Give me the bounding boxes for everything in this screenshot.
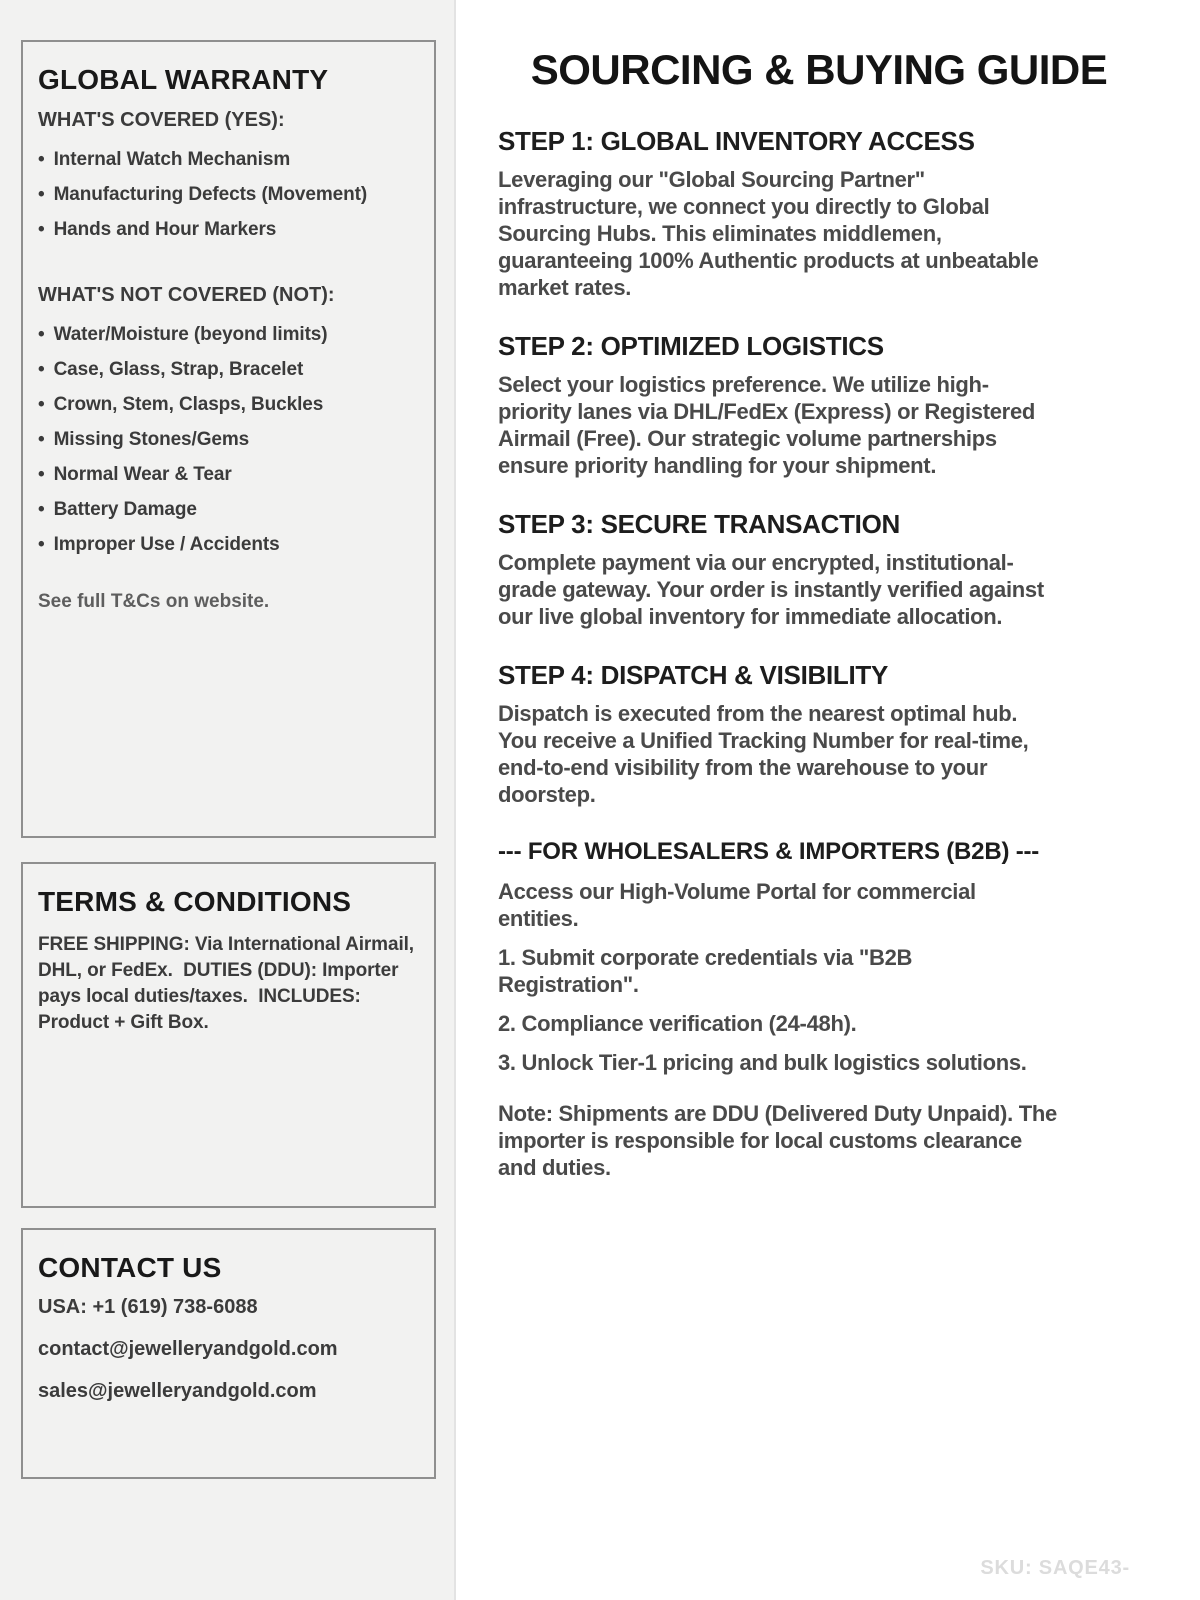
bullet-icon: • xyxy=(38,184,45,205)
terms-title: TERMS & CONDITIONS xyxy=(38,886,352,917)
contact-email-primary: contact@jewelleryandgold.com xyxy=(38,1338,338,1360)
step-4-section xyxy=(498,660,1140,808)
step-4-body: Dispatch is executed from the nearest optimal hub. You receive a Unified Tracking Number for real-time, end-to-end visibility from the warehouse to your doorstep. xyxy=(498,701,1029,808)
step-1-section xyxy=(498,126,1140,301)
list-item-text: Improper Use / Accidents xyxy=(53,534,280,555)
step-1-body: Leveraging our "Global Sourcing Partner" infrastructure, we connect you directly to Global Sourcing Hubs. This eliminates middlemen, guaranteeing 100% Authentic products at unbeatable market rates. xyxy=(498,167,1039,301)
step-2-body: Select your logistics preference. We utilize high-priority lanes via DHL/FedEx (Express) or Registered Airmail (Free). Our strategic volume partnerships ensure priority handling for your shipment. xyxy=(498,372,1036,479)
b2b-intro: Access our High-Volume Portal for commercial entities. xyxy=(498,879,976,932)
warranty-footnote: See full T&Cs on website. xyxy=(38,591,270,612)
list-item xyxy=(38,534,419,555)
b2b-section xyxy=(498,838,1140,1181)
step-1-heading: STEP 1: GLOBAL INVENTORY ACCESS xyxy=(498,126,975,157)
list-item xyxy=(38,324,419,345)
covered-heading: WHAT'S COVERED (YES): xyxy=(38,109,285,131)
bullet-icon: • xyxy=(38,429,45,450)
list-item xyxy=(38,149,419,170)
not-covered-heading: WHAT'S NOT COVERED (NOT): xyxy=(38,284,335,306)
contact-phone: USA: +1 (619) 738-6088 xyxy=(38,1296,258,1318)
page-title: SOURCING & BUYING GUIDE xyxy=(530,46,1108,93)
list-item xyxy=(38,219,419,240)
bullet-icon: • xyxy=(38,464,45,485)
list-item-text: Battery Damage xyxy=(53,499,197,520)
bullet-icon: • xyxy=(38,394,45,415)
list-item-text: Water/Moisture (beyond limits) xyxy=(53,324,328,345)
list-item-text: Hands and Hour Markers xyxy=(53,219,277,240)
list-item-text: Missing Stones/Gems xyxy=(53,429,250,450)
terms-body: FREE SHIPPING: Via International Airmail, DHL, or FedEx. DUTIES (DDU): Importer pays local duties/taxes. INCLUDES: Product + Gift Box. xyxy=(38,934,420,1033)
covered-list xyxy=(38,149,419,240)
not-covered-list xyxy=(38,324,419,555)
sku-label: SKU: SAQE43- xyxy=(980,1557,1130,1579)
contact-email-sales: sales@jewelleryandgold.com xyxy=(38,1380,317,1402)
bullet-icon: • xyxy=(38,534,45,555)
bullet-icon: • xyxy=(38,219,45,240)
bullet-icon: • xyxy=(38,324,45,345)
list-item xyxy=(38,499,419,520)
list-item xyxy=(38,429,419,450)
b2b-step-2: 2. Compliance verification (24-48h). xyxy=(498,1011,857,1037)
list-item-text: Case, Glass, Strap, Bracelet xyxy=(53,359,304,380)
step-3-section xyxy=(498,509,1140,630)
list-item-text: Internal Watch Mechanism xyxy=(53,149,291,170)
step-3-body: Complete payment via our encrypted, institutional-grade gateway. Your order is instantly verified against our live global inventory for immediate allocation. xyxy=(498,550,1044,630)
step-2-heading: STEP 2: OPTIMIZED LOGISTICS xyxy=(498,331,884,362)
list-item-text: Manufacturing Defects (Movement) xyxy=(53,184,368,205)
bullet-icon: • xyxy=(38,499,45,520)
step-4-heading: STEP 4: DISPATCH & VISIBILITY xyxy=(498,660,889,691)
list-item xyxy=(38,184,419,205)
contact-panel xyxy=(21,1228,436,1479)
warranty-title: GLOBAL WARRANTY xyxy=(38,64,329,95)
step-3-heading: STEP 3: SECURE TRANSACTION xyxy=(498,509,900,540)
step-2-section xyxy=(498,331,1140,479)
list-item xyxy=(38,464,419,485)
b2b-step-3: 3. Unlock Tier-1 pricing and bulk logistics solutions. xyxy=(498,1050,1027,1076)
main-content xyxy=(456,0,1200,1600)
contact-title: CONTACT US xyxy=(38,1252,222,1283)
bullet-icon: • xyxy=(38,149,45,170)
b2b-step-1: 1. Submit corporate credentials via "B2B Registration". xyxy=(498,945,913,998)
terms-panel xyxy=(21,862,436,1208)
b2b-heading: --- FOR WHOLESALERS & IMPORTERS (B2B) --- xyxy=(498,838,1040,866)
b2b-note: Note: Shipments are DDU (Delivered Duty Unpaid). The importer is responsible for local customs clearance and duties. xyxy=(498,1101,1057,1181)
sidebar xyxy=(0,0,456,1600)
warranty-panel xyxy=(21,40,436,838)
list-item xyxy=(38,394,419,415)
list-item-text: Crown, Stem, Clasps, Buckles xyxy=(53,394,324,415)
bullet-icon: • xyxy=(38,359,45,380)
list-item xyxy=(38,359,419,380)
list-item-text: Normal Wear & Tear xyxy=(53,464,232,485)
